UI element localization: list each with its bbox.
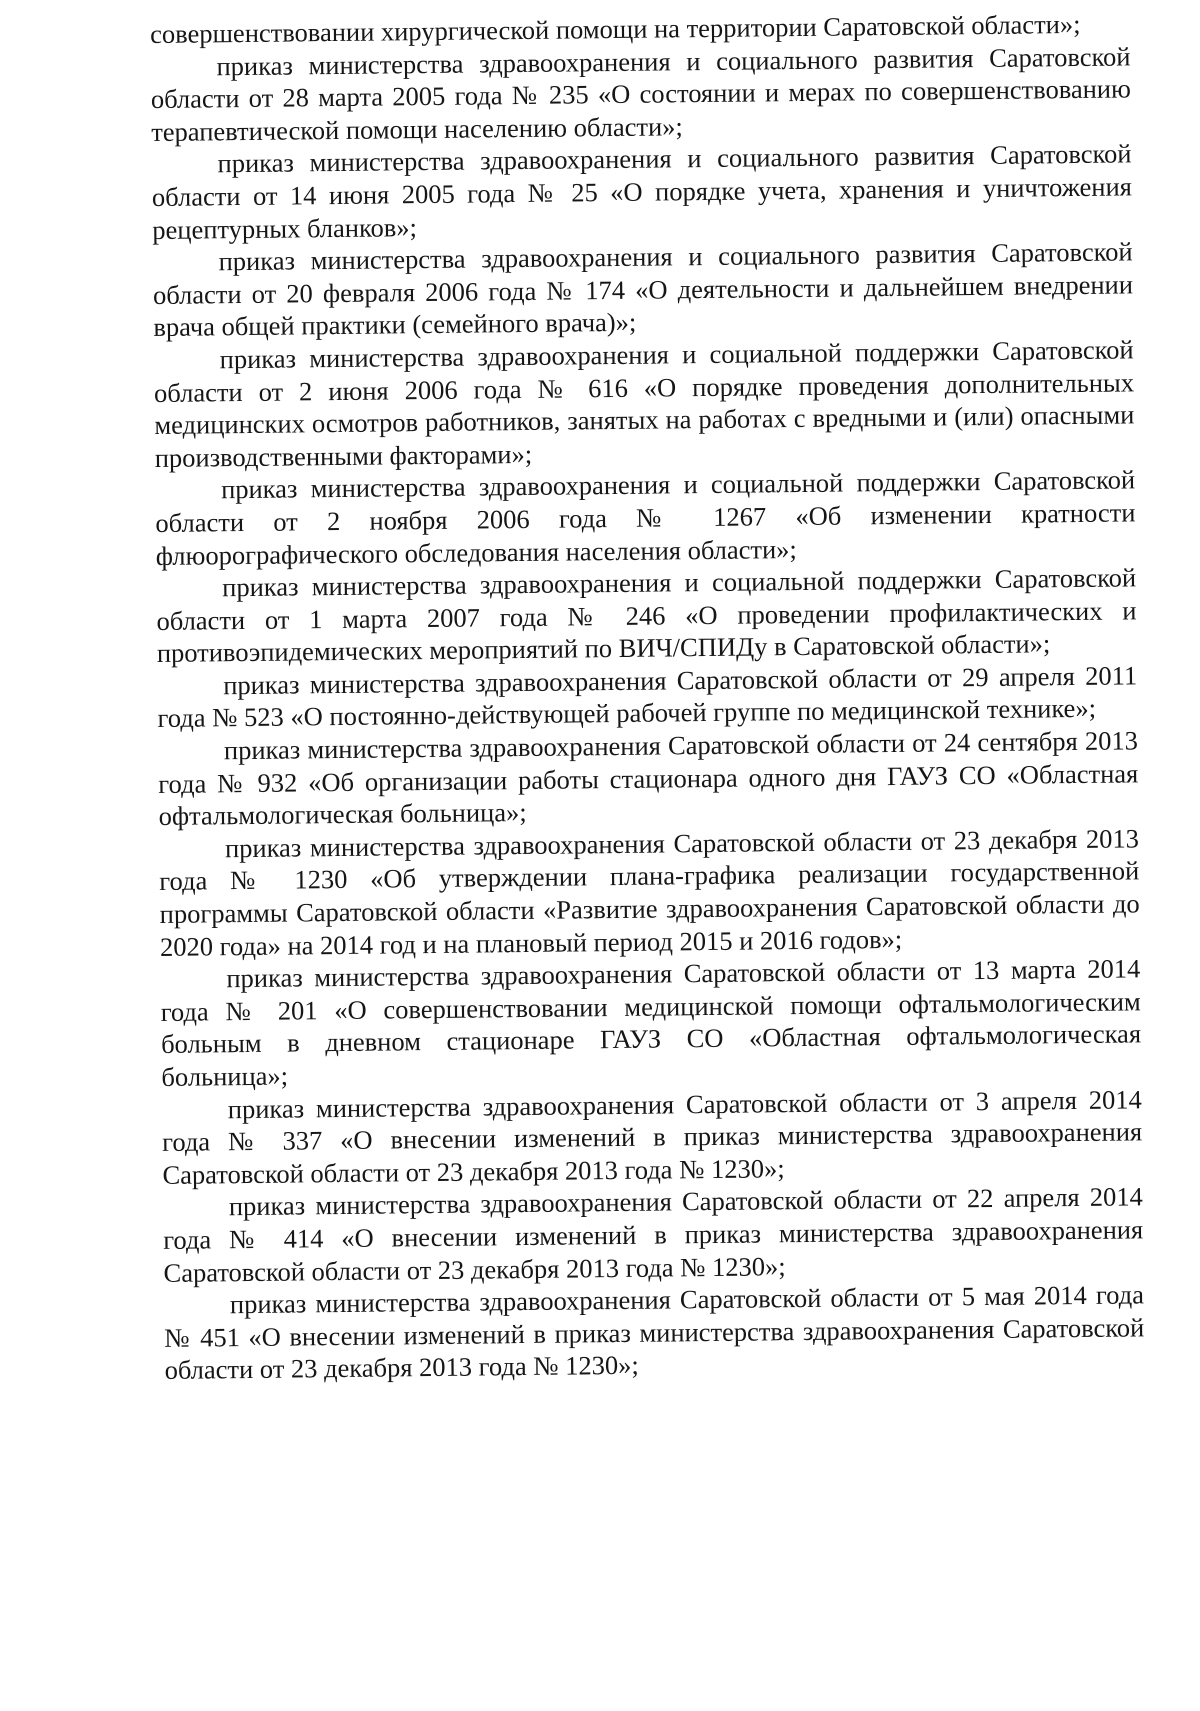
paragraph-order-235: приказ министерства здравоохранения и социального развития Саратовской области от 28 марта 2005 года № 235 «О состоянии и мерах по совершенствованию терапевтической помощи населению области»; <box>150 40 1131 147</box>
paragraph-order-25: приказ министерства здравоохранения и социального развития Саратовской области от 14 июня 2005 года № 25 «О порядке учета, хранения и уничтожения рецептурных бланков»; <box>151 138 1133 245</box>
paragraph-order-932: приказ министерства здравоохранения Саратовской области от 24 сентября 2013 года № 932 «Об организации работы стационара одного дня ГАУЗ СО «Областная офтальмологическая больница»; <box>158 725 1139 832</box>
paragraph-order-451: приказ министерства здравоохранения Саратовской области от 5 мая 2014 года № 451 «О внесении изменений в приказ министерства здравоохранения Саратовской области от 23 декабря 2013 года № 1230»; <box>164 1279 1145 1386</box>
paragraph-order-337: приказ министерства здравоохранения Саратовской области от 3 апреля 2014 года № 337 «О внесении изменений в приказ министерства здравоохранения Саратовской области от 23 декабря 2013 года № 1230»; <box>162 1083 1143 1190</box>
paragraph-order-523: приказ министерства здравоохранения Саратовской области от 29 апреля 2011 года № 523 «О постоянно-действующей рабочей группе по медицинской технике»; <box>157 660 1138 734</box>
paragraph-continuation: совершенствовании хирургической помощи на территории Саратовской области»; <box>150 8 1081 49</box>
paragraph-order-616: приказ министерства здравоохранения и социальной поддержки Саратовской области от 2 июня 2006 года № 616 «О порядке проведения дополнительных медицинских осмотров работников, занятых на работах с вредными и (или) опасными производственными факторами»; <box>153 334 1135 473</box>
paragraph-order-246: приказ министерства здравоохранения и социальной поддержки Саратовской области от 1 марта 2007 года № 246 «О проведении профилактических и противоэпидемических мероприятий по ВИЧ/СПИДу в Саратовской области»; <box>156 562 1137 669</box>
paragraph-order-1230: приказ министерства здравоохранения Саратовской области от 23 декабря 2013 года № 1230 «Об утверждении плана-графика реализации государственной программы Саратовской области «Развитие здравоохранения Саратовской области до 2020 года» на 2014 год и на плановый период 2015 и 2016 годов»; <box>159 823 1140 962</box>
document-page <box>150 7 1145 1386</box>
paragraph-order-201: приказ министерства здравоохранения Саратовской области от 13 марта 2014 года № 201 «О совершенствовании медицинской помощи офтальмологическим больным в дневном стационаре ГАУЗ СО «Областная офтальмологическая больница»; <box>160 953 1142 1092</box>
paragraph-order-414: приказ министерства здравоохранения Саратовской области от 22 апреля 2014 года № 414 «О внесении изменений в приказ министерства здравоохранения Саратовской области от 23 декабря 2013 года № 1230»; <box>163 1181 1144 1288</box>
paragraph-order-1267: приказ министерства здравоохранения и социальной поддержки Саратовской области от 2 ноября 2006 года № 1267 «Об изменении кратности флюорографического обследования населения области»; <box>155 464 1136 571</box>
paragraph-order-174: приказ министерства здравоохранения и социального развития Саратовской области от 20 февраля 2006 года № 174 «О деятельности и дальнейшем внедрении врача общей практики (семейного врача)»; <box>152 236 1134 343</box>
